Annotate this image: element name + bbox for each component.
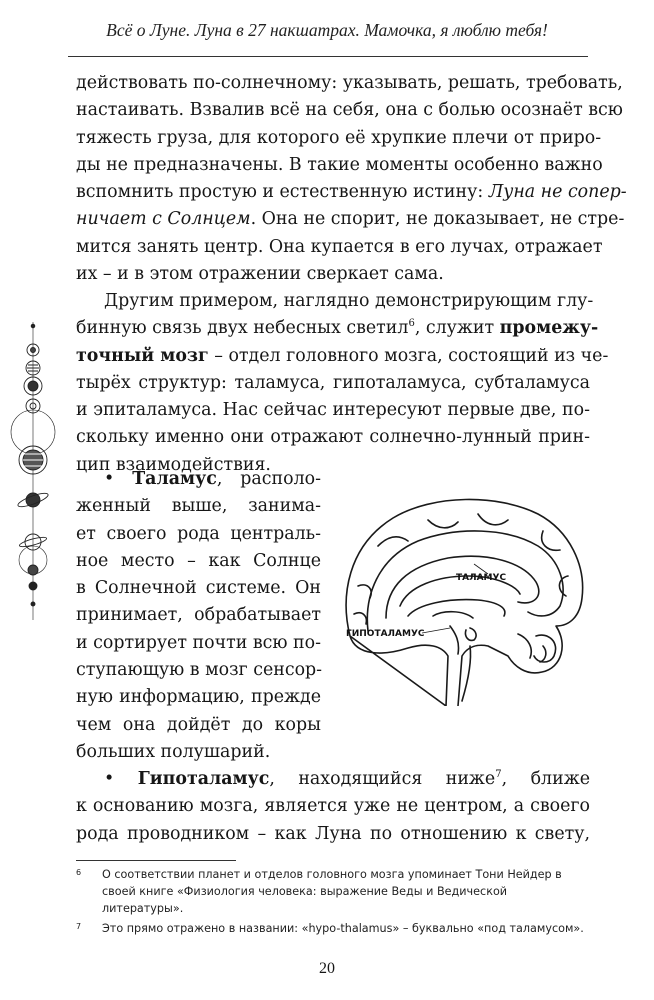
bullet: •	[104, 469, 115, 489]
text-line: и сортирует почти всю по-	[76, 632, 321, 653]
text-line	[76, 343, 609, 370]
term-bold: промежу-	[499, 318, 599, 339]
term-bold: Гипоталамус	[137, 769, 270, 789]
text-span: , ближе	[501, 769, 590, 789]
text-line: ступающую в мозг сенсор-	[76, 660, 323, 681]
text-line: больших полушарий.	[76, 741, 271, 762]
text-span: , служит	[414, 318, 500, 339]
text-line	[76, 179, 627, 206]
term-bold: точный мозг	[76, 345, 209, 366]
footnote-ref-6[interactable]: 6	[408, 318, 415, 330]
text-line: настаивать. Взвалив всё на себя, она с болью осознаёт всю	[76, 100, 623, 121]
paragraph-2	[76, 288, 609, 479]
running-header: Всё о Луне. Луна в 27 накшатрах. Мамочка, я люблю тебя!	[106, 20, 548, 40]
footnote-rule	[76, 860, 236, 861]
text-line: тяжесть груза, для которого её хрупкие плечи от приро-	[76, 127, 602, 148]
text-line: мится занять центр. Она купается в его лучах, отражает	[76, 236, 603, 257]
text-line: принимает, обрабатывает	[76, 605, 321, 626]
header-rule	[68, 56, 588, 57]
text-line: ет своего рода централь-	[76, 523, 321, 544]
footnote-number: 7	[76, 922, 82, 931]
text-span: , располо-	[216, 469, 321, 489]
text-line: действовать по-солнечному: указывать, решать, требовать,	[76, 73, 623, 93]
text-line: цип взаимодействия.	[76, 454, 271, 475]
text-line: тырёх структур: таламуса, гипоталамуса, субталамуса	[76, 372, 590, 393]
text-line: к основанию мозга, является уже не центром, а своего	[76, 796, 590, 817]
footnote-ref-7[interactable]: 7	[495, 769, 502, 781]
text-line: и эпиталамуса. Нас сейчас интересуют первые две, по-	[76, 400, 590, 421]
brain-figure	[338, 486, 590, 706]
text-span: – отдел головного мозга, состоящий из че-	[208, 345, 609, 366]
text-line	[76, 466, 321, 493]
text-line	[76, 315, 599, 342]
text-line: ное место – как Солнце	[76, 550, 321, 571]
text-span: , находящийся ниже	[269, 769, 496, 789]
footnote-number: 6	[76, 868, 82, 877]
text-line: женный выше, занима-	[76, 496, 321, 517]
planets-ornament	[10, 320, 56, 620]
text-line: ную информацию, прежде	[76, 687, 321, 708]
text-line: Другим примером, наглядно демонстрирующим глу-	[104, 291, 594, 311]
term-bold: Таламус	[132, 469, 217, 489]
text-span: . Она не спорит, не доказывает, не стре-	[250, 209, 625, 230]
text-span: бинную связь двух небесных светил	[76, 318, 409, 339]
text-span: вспомнить простую и естественную истину:	[76, 182, 489, 203]
text-line: в Солнечной системе. Он	[76, 578, 321, 599]
text-line: чем она дойдёт до коры	[76, 714, 321, 735]
page-number: 20	[319, 960, 335, 977]
text-line: их – и в этом отражении сверкает сама.	[76, 264, 444, 285]
label-hypothalamus: ГИПОТАЛАМУС	[346, 629, 425, 639]
paragraph-hypothalamus	[76, 766, 590, 848]
text-line: ды не предназначены. В такие моменты особенно важно	[76, 154, 603, 175]
footnote-text: Это прямо отражено в названии: «hypo-thalamus» – буквально «под таламусом».	[102, 922, 584, 935]
footnote-6	[76, 866, 590, 917]
emphasis: Луна не сопер-	[488, 182, 627, 203]
footnote-text: О соответствии планет и отделов головного мозга упоминает Тони Нейдер в своей книге «Физиология человека: выражение Веды и Ведической литературы».	[102, 868, 562, 915]
label-thalamus: ТАЛАМУС	[456, 573, 507, 583]
footnote-7	[76, 920, 590, 937]
text-line: рода проводником – как Луна по отношению к свету,	[76, 823, 590, 844]
text-line	[76, 206, 625, 233]
text-line: скольку именно они отражают солнечно-лунный прин-	[76, 427, 590, 448]
text-line	[76, 766, 590, 793]
emphasis: ничает с Солнцем	[76, 209, 251, 230]
paragraph-thalamus	[76, 466, 321, 766]
paragraph-1	[76, 70, 627, 288]
footnotes	[76, 866, 590, 940]
bullet: •	[104, 769, 115, 789]
